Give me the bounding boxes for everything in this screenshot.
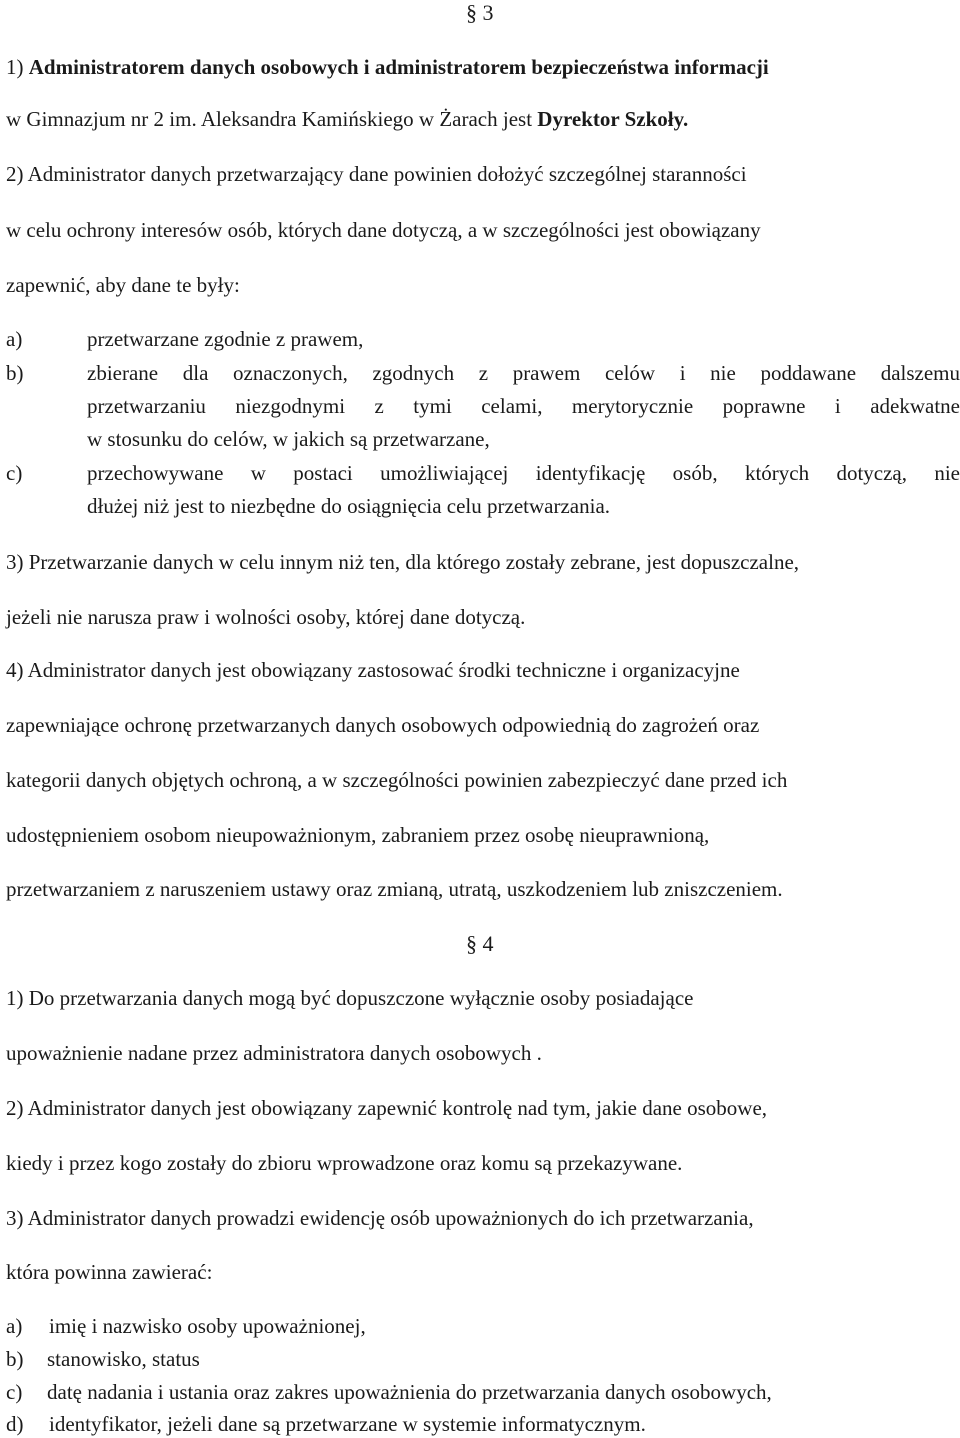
list-item-cont: dłużej niż jest to niezbędne do osiągnięcia celu przetwarzania. [87,494,611,518]
list-item-text: imię i nazwisko osoby upoważnionej, [49,1314,366,1338]
sec3-p2-line3: zapewnić, aby dane te były: [6,273,240,297]
list-item [6,326,960,352]
list-item [6,1379,960,1405]
sec3-list [6,326,960,352]
list-item-label: c) [6,461,23,485]
sec4-p1-line2: upoważnienie nadane przez administratora danych osobowych . [6,1041,542,1065]
list-item-text: zbierane dla oznaczonych, zgodnych z prawem celów i nie poddawane dalszemu [87,361,960,385]
list-item-text: datę nadania i ustania oraz zakres upoważnienia do przetwarzania danych osobowych, [47,1380,772,1404]
sec4-p2-line1: 2) Administrator danych jest obowiązany zapewnić kontrolę nad tym, jakie dane osobowe, [6,1096,768,1120]
sec3-p1-prefix: 1) [6,55,29,79]
list-item-text: przechowywane w postaci umożliwiającej identyfikację osób, których dotyczą, nie [87,461,960,485]
list-item-text: przetwarzane zgodnie z prawem, [87,327,364,351]
list-item [6,360,960,386]
sec3-p1-line2-bold: Dyrektor Szkoły. [537,107,689,131]
sec4-p2-line2: kiedy i przez kogo zostały do zbioru wprowadzone oraz komu są przekazywane. [6,1151,683,1175]
list-item-cont: przetwarzaniu niezgodnymi z tymi celami, merytorycznie poprawne i adekwatne [87,394,960,418]
sec3-p1-bold: Administratorem danych osobowych i administratorem bezpieczeństwa informacji [28,55,769,79]
list-item [6,1313,960,1339]
sec3-list-b [6,360,960,452]
sec3-p4-line1: 4) Administrator danych jest obowiązany zastosować środki techniczne i organizacyjne [6,658,740,682]
sec3-p4-line5: przetwarzaniem z naruszeniem ustawy oraz zmianą, utratą, uszkodzeniem lub zniszczeniem. [6,877,783,901]
sec3-p3-line2: jeżeli nie narusza praw i wolności osoby, której dane dotyczą. [6,605,526,629]
list-item-text: stanowisko, status [47,1347,200,1371]
list-item-label: d) [6,1412,24,1436]
sec4-p1-line1: 1) Do przetwarzania danych mogą być dopuszczone wyłącznie osoby posiadające [6,986,694,1010]
list-item-label: b) [6,361,24,385]
list-item-label: c) [6,1380,23,1404]
list-item [6,1411,960,1437]
list-item [6,460,960,486]
sec3-p1-line2 [6,106,960,132]
list-item-text: identyfikator, jeżeli dane są przetwarzane w systemie informatycznym. [49,1412,646,1436]
sec4-p3-line2: która powinna zawierać: [6,1260,213,1284]
sec3-p1-line2-text: w Gimnazjum nr 2 im. Aleksandra Kamińskiego w Żarach jest [6,107,538,131]
sec3-p2-line1: 2) Administrator danych przetwarzający dane powinien dołożyć szczególnej staranności [6,162,747,186]
sec3-p4-line2: zapewniające ochronę przetwarzanych danych osobowych odpowiednią do zagrożeń oraz [6,713,760,737]
sec3-p4-line3: kategorii danych objętych ochroną, a w szczególności powinien zabezpieczyć dane przed ich [6,768,788,792]
list-item-cont: w stosunku do celów, w jakich są przetwarzane, [87,427,490,451]
sec3-list-c [6,460,960,519]
list-item-label: a) [6,327,23,351]
sec3-p2-line2: w celu ochrony interesów osób, których dane dotyczą, a w szczególności jest obowiązany [6,218,761,242]
list-item [6,1346,960,1372]
sec3-p1-line1 [6,54,960,80]
section-3-heading: § 3 [466,0,494,25]
sec4-p3-line1: 3) Administrator danych prowadzi ewidencję osób upoważnionych do ich przetwarzania, [6,1206,754,1230]
sec3-p4-line4: udostępnieniem osobom nieupoważnionym, zabraniem przez osobę nieuprawnioną, [6,823,710,847]
list-item-label: b) [6,1347,24,1371]
section-4-heading: § 4 [466,931,494,956]
sec3-p3-line1: 3) Przetwarzanie danych w celu innym niż ten, dla którego zostały zebrane, jest dopuszczalne, [6,550,800,574]
list-item-label: a) [6,1314,23,1338]
